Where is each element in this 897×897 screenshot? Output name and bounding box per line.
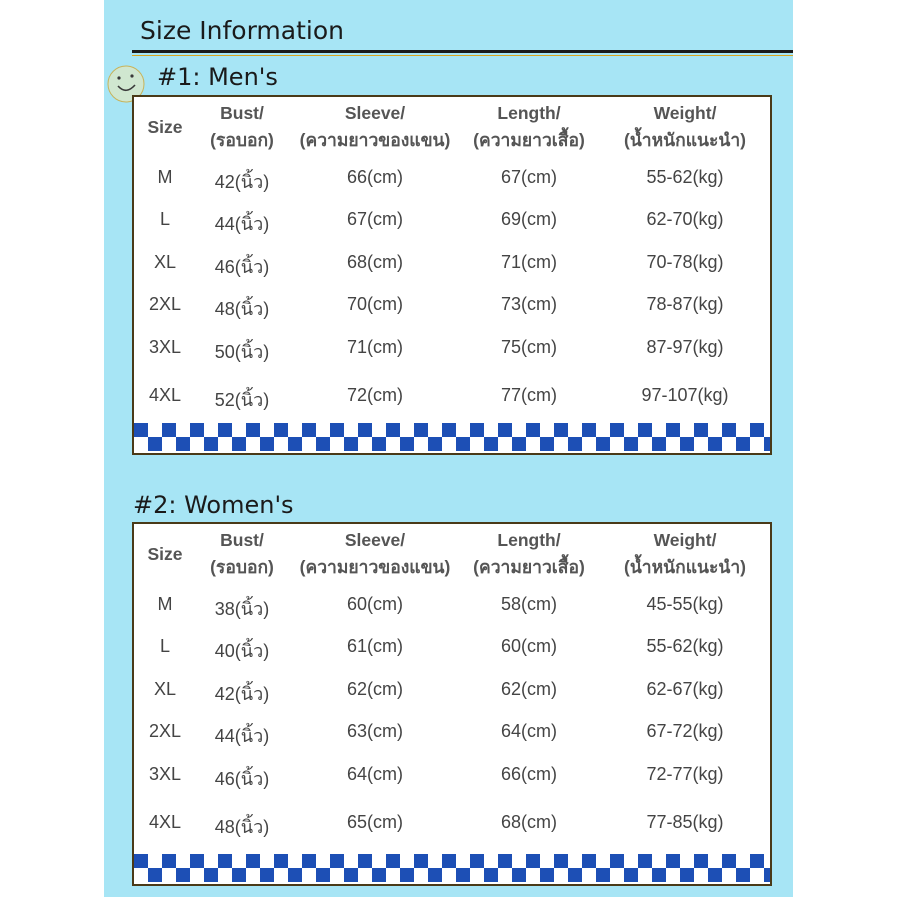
table-cell: 67-72(kg) — [646, 721, 724, 741]
table-cell: 77(cm) — [500, 385, 557, 405]
table-cell: 97-107(kg) — [641, 385, 729, 405]
table-cell: 64(cm) — [346, 764, 403, 784]
section-label-women: #2: Women's — [133, 491, 294, 519]
checkered-border — [134, 423, 770, 451]
table-cell: 46(นิ้ว) — [214, 769, 270, 789]
table-row — [134, 721, 770, 747]
header-line2: (น้ำหนักแนะนำ) — [624, 130, 746, 150]
table-cell: 44(นิ้ว) — [214, 214, 270, 234]
table-cell: 3XL — [148, 337, 182, 357]
table-cell: 71(cm) — [346, 337, 403, 357]
size-table-men — [132, 95, 772, 455]
table-row — [134, 594, 770, 620]
header-line2: (ความยาวของแขน) — [299, 557, 451, 577]
header-line1: Sleeve/ — [344, 530, 406, 550]
table-cell: 60(cm) — [346, 594, 403, 614]
table-cell: 62(cm) — [346, 679, 403, 699]
table-cell: 48(นิ้ว) — [214, 299, 270, 319]
table-row — [134, 679, 770, 705]
table-cell: XL — [153, 252, 177, 272]
table-cell: L — [159, 636, 170, 656]
table-cell: 60(cm) — [500, 636, 557, 656]
table-row — [134, 167, 770, 193]
table-cell: 40(นิ้ว) — [214, 641, 270, 661]
header-line1: Bust/ — [220, 103, 264, 123]
table-cell: 2XL — [148, 294, 182, 314]
table-cell: 63(cm) — [346, 721, 403, 741]
table-cell: 70-78(kg) — [646, 252, 724, 272]
table-cell: M — [157, 594, 173, 614]
header-cell — [137, 114, 193, 141]
header-row — [134, 527, 770, 585]
table-cell: 61(cm) — [346, 636, 403, 656]
table-cell: 62-70(kg) — [646, 209, 724, 229]
header-cell — [275, 527, 475, 581]
header-line1: Bust/ — [220, 530, 264, 550]
header-line1: Weight/ — [653, 530, 717, 550]
size-table-women — [132, 522, 772, 886]
table-cell: M — [157, 167, 173, 187]
title-divider — [132, 50, 793, 53]
table-cell: 62(cm) — [500, 679, 557, 699]
table-cell: 78-87(kg) — [646, 294, 724, 314]
table-cell: 67(cm) — [500, 167, 557, 187]
header-cell — [275, 100, 475, 154]
header-line2: (ความยาวของแขน) — [299, 130, 451, 150]
table-cell: 71(cm) — [500, 252, 557, 272]
header-line2: (รอบอก) — [210, 130, 274, 150]
table-cell: L — [159, 209, 170, 229]
table-cell: 62-67(kg) — [646, 679, 724, 699]
header-line2: (รอบอก) — [210, 557, 274, 577]
page-title: Size Information — [140, 16, 344, 45]
header-line1: Length/ — [497, 530, 561, 550]
table-cell: 64(cm) — [500, 721, 557, 741]
table-cell: 42(นิ้ว) — [214, 684, 270, 704]
header-cell — [459, 527, 599, 581]
table-cell: 66(cm) — [346, 167, 403, 187]
table-cell: 67(cm) — [346, 209, 403, 229]
table-cell: 66(cm) — [500, 764, 557, 784]
table-cell: 69(cm) — [500, 209, 557, 229]
header-cell — [137, 541, 193, 568]
table-cell: 2XL — [148, 721, 182, 741]
table-cell: 68(cm) — [500, 812, 557, 832]
table-cell: 44(นิ้ว) — [214, 726, 270, 746]
table-cell: 55-62(kg) — [646, 636, 724, 656]
table-cell: 42(นิ้ว) — [214, 172, 270, 192]
table-row — [134, 252, 770, 278]
table-cell: 50(นิ้ว) — [214, 342, 270, 362]
table-cell: 72(cm) — [346, 385, 403, 405]
table-cell: 45-55(kg) — [646, 594, 724, 614]
table-cell: 65(cm) — [346, 812, 403, 832]
table-cell: 46(นิ้ว) — [214, 257, 270, 277]
table-cell: 48(นิ้ว) — [214, 817, 270, 837]
table-cell: 72-77(kg) — [646, 764, 724, 784]
table-cell: 68(cm) — [346, 252, 403, 272]
header-line1: Weight/ — [653, 103, 717, 123]
table-cell: 58(cm) — [500, 594, 557, 614]
header-line1: Size — [147, 117, 183, 137]
title-divider-accent — [132, 55, 793, 56]
table-cell: 3XL — [148, 764, 182, 784]
header-line1: Sleeve/ — [344, 103, 406, 123]
header-line2: (ความยาวเสื้อ) — [473, 557, 585, 577]
table-row — [134, 385, 770, 411]
table-row — [134, 209, 770, 235]
header-cell — [600, 100, 770, 154]
table-cell: 70(cm) — [346, 294, 403, 314]
section-label-men: #1: Men's — [157, 63, 278, 91]
table-row — [134, 294, 770, 320]
table-cell: 87-97(kg) — [646, 337, 724, 357]
header-line2: (ความยาวเสื้อ) — [473, 130, 585, 150]
table-row — [134, 764, 770, 790]
table-cell: 75(cm) — [500, 337, 557, 357]
table-cell: 4XL — [148, 812, 182, 832]
header-cell — [459, 100, 599, 154]
table-cell: XL — [153, 679, 177, 699]
header-row — [134, 100, 770, 158]
header-line1: Size — [147, 544, 183, 564]
header-line1: Length/ — [497, 103, 561, 123]
table-cell: 38(นิ้ว) — [214, 599, 270, 619]
checkered-border — [134, 854, 770, 882]
table-cell: 73(cm) — [500, 294, 557, 314]
table-cell: 55-62(kg) — [646, 167, 724, 187]
table-row — [134, 337, 770, 363]
header-line2: (น้ำหนักแนะนำ) — [624, 557, 746, 577]
table-cell: 52(นิ้ว) — [214, 390, 270, 410]
table-cell: 77-85(kg) — [646, 812, 724, 832]
table-cell: 4XL — [148, 385, 182, 405]
table-row — [134, 636, 770, 662]
table-row — [134, 812, 770, 838]
header-cell — [600, 527, 770, 581]
